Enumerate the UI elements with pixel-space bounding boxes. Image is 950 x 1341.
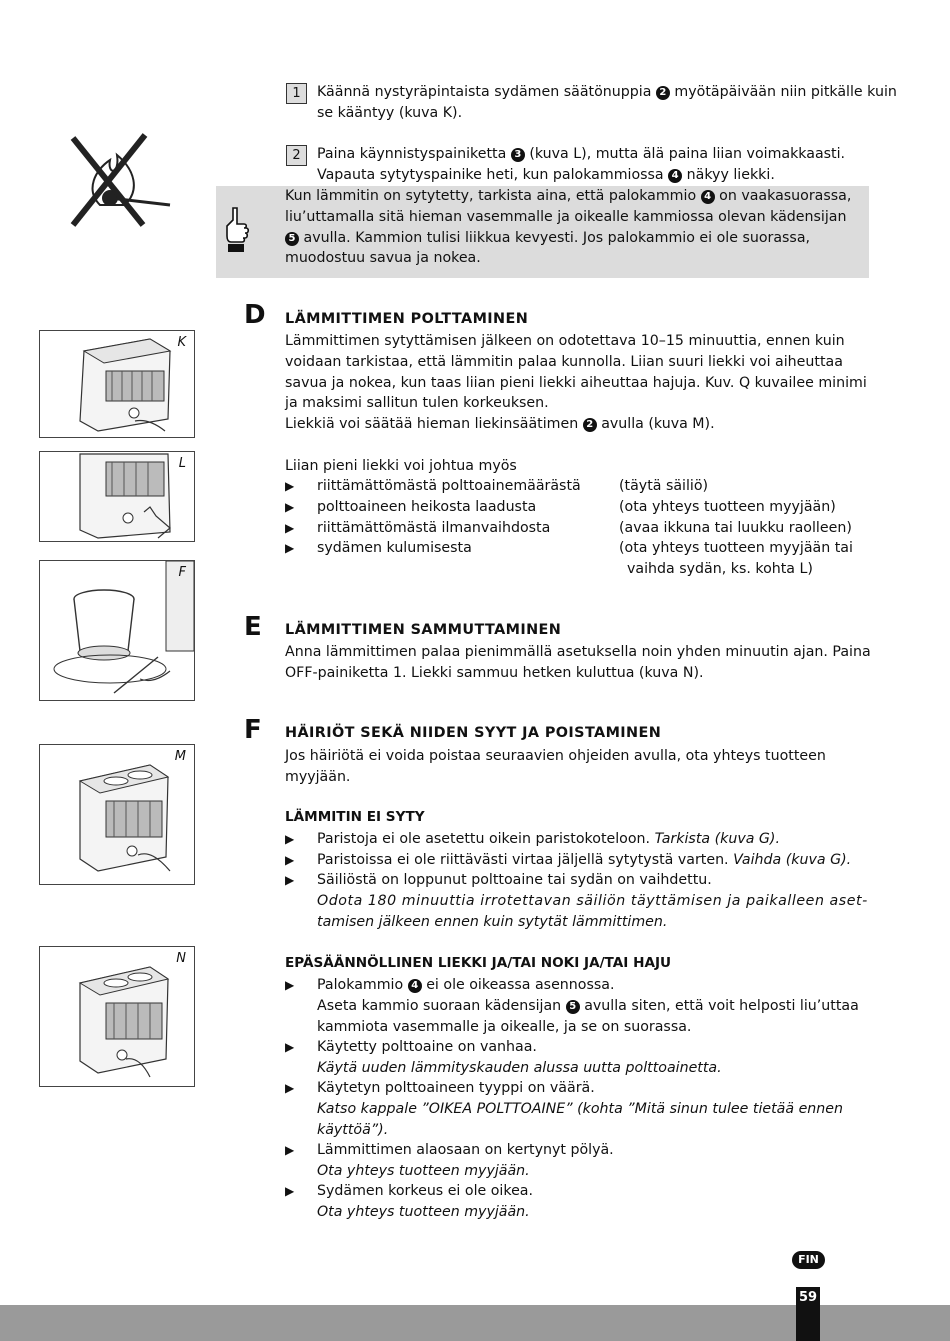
body-line: myyjään. — [285, 768, 351, 785]
section-title: LÄMMITTIMEN POLTTAMINEN — [285, 311, 529, 327]
problem-cause: Palokammio — [317, 977, 404, 993]
fix-text: (täytä säiliö) — [619, 478, 709, 494]
step-text-part: (kuva L), mutta älä paina liian voimakkaasti. — [529, 146, 846, 162]
section-letter: E — [244, 612, 262, 642]
step-text-part: Käännä nystyräpintaista sydämen säätönuppia — [317, 84, 652, 100]
figure-label: F — [178, 565, 186, 580]
problem-text — [317, 829, 780, 850]
fix-text: vaihda sydän, ks. kohta L) — [627, 561, 813, 577]
step-text — [317, 82, 897, 124]
section-letter: D — [244, 300, 266, 330]
figure-f — [39, 560, 195, 701]
step-text-part: näkyy liekki. — [686, 166, 775, 183]
body-line: Lämmittimen sytyttämisen jälkeen on odotettava 10–15 minuuttia, ennen kuin — [285, 333, 845, 349]
figure-n — [39, 946, 195, 1087]
body-line: voidaan tarkistaa, että lämmitin palaa kunnolla. Liian suuri liekki voi aiheuttaa — [285, 353, 843, 370]
cause-item — [285, 518, 865, 539]
note-line: on vaakasuorassa, — [719, 188, 852, 204]
problem-item — [285, 1140, 865, 1182]
body-line: Liian pieni liekki voi johtua myös — [285, 457, 517, 474]
note-line: Kun lämmitin on sytytetty, tarkista aina, että palokammio — [285, 188, 697, 204]
problem-item — [285, 1078, 865, 1141]
problem-cause: Lämmittimen alaosaan on kertynyt pölyä. — [317, 1142, 614, 1158]
figure-m — [39, 744, 195, 885]
problem-item — [285, 870, 868, 933]
part-number-icon: 4 — [701, 190, 715, 204]
problem-cause: Käytetyn polttoaineen tyyppi on väärä. — [317, 1080, 595, 1096]
note-text — [285, 186, 851, 269]
subsection-title: EPÄSÄÄNNÖLLINEN LIEKKI JA/TAI NOKI JA/TAI HAJU — [285, 955, 672, 971]
fix-text: (ota yhteys tuotteen myyjään) — [619, 499, 836, 515]
problem-item — [285, 975, 865, 1038]
problem-cause: Paristoja ei ole asetettu oikein paristokoteloon. — [317, 831, 651, 847]
page-number: 59 — [796, 1287, 820, 1341]
note-line: muodostuu savua ja nokea. — [285, 250, 481, 267]
problem-remedy: tamisen jälkeen ennen kuin sytytät lämmittimen. — [317, 914, 668, 930]
bullet-arrow-icon: ▶ — [285, 1184, 295, 1198]
bullet-arrow-icon: ▶ — [285, 479, 295, 493]
heater-illustration — [40, 745, 194, 884]
bullet-arrow-icon: ▶ — [285, 500, 295, 514]
no-open-flame-icon — [65, 130, 175, 230]
note-line: avulla. Kammion tulisi liikkua kevyesti. Jos palokammio ei ole suorassa, — [303, 229, 811, 246]
figure-l — [39, 451, 195, 542]
problem-remedy: Vaihda (kuva G). — [733, 852, 852, 868]
step-number: 2 — [286, 145, 307, 166]
problem-remedy: Katso kappale ”OIKEA POLTTOAINE” (kohta ”Mitä sinun tulee tietää ennen — [317, 1101, 844, 1117]
figure-label: M — [174, 749, 186, 764]
bullet-arrow-icon: ▶ — [285, 978, 295, 992]
cause-item — [285, 538, 865, 580]
heater-illustration — [40, 331, 194, 437]
section-body — [285, 331, 867, 477]
section-title: HÄIRIÖT SEKÄ NIIDEN SYYT JA POISTAMINEN — [285, 725, 662, 741]
part-number-icon: 5 — [566, 1000, 580, 1014]
bullet-arrow-icon: ▶ — [285, 1081, 295, 1095]
section-title: LÄMMITTIMEN SAMMUTTAMINEN — [285, 622, 562, 638]
remedy-text: avulla siten, että voit helposti liu’uttaa — [584, 998, 859, 1014]
fix-text: (ota yhteys tuotteen myyjään tai — [619, 540, 853, 556]
note-line: liu’uttamalla sitä hieman vasemmalle ja oikealle kammiossa olevan kädensijan — [285, 208, 847, 225]
bullet-arrow-icon: ▶ — [285, 541, 295, 555]
problem-item — [285, 1037, 865, 1079]
problem-item — [285, 850, 865, 871]
heater-illustration — [40, 947, 194, 1086]
step-text-part: se kääntyy (kuva K). — [317, 104, 463, 121]
body-line: Anna lämmittimen palaa pienimmällä asetuksella noin yhden minuutin ajan. Paina — [285, 644, 871, 660]
wick-illustration — [40, 561, 194, 700]
cause-item — [285, 476, 865, 497]
cause-text: polttoaineen heikosta laadusta — [317, 499, 537, 515]
problem-text — [317, 975, 614, 996]
part-number-icon: 4 — [668, 169, 682, 183]
problem-remedy: käyttöä”). — [317, 1122, 389, 1138]
cause-text: sydämen kulumisesta — [317, 540, 472, 556]
part-number-icon: 2 — [583, 418, 597, 432]
problem-remedy: Ota yhteys tuotteen myyjään. — [317, 1204, 530, 1220]
problem-cause: Sydämen korkeus ei ole oikea. — [317, 1183, 534, 1199]
pointing-hand-icon — [224, 206, 250, 254]
part-number-icon: 2 — [656, 86, 670, 100]
cause-item — [285, 497, 865, 518]
problem-cause: Paristoissa ei ole riittävästi virtaa jäljellä sytytystä varten. — [317, 852, 729, 868]
fix-text: (avaa ikkuna tai luukku raolleen) — [619, 520, 852, 536]
figure-label: L — [178, 456, 186, 471]
step-text — [317, 144, 845, 186]
part-number-icon: 3 — [511, 148, 525, 162]
step-text-part: Paina käynnistyspainiketta — [317, 146, 507, 162]
problem-cause: ei ole oikeassa asennossa. — [426, 977, 615, 993]
step-text-part: Vapauta sytytyspainike heti, kun palokammiossa — [317, 166, 664, 183]
bullet-arrow-icon: ▶ — [285, 1040, 295, 1054]
bullet-arrow-icon: ▶ — [285, 1143, 295, 1157]
bullet-arrow-icon: ▶ — [285, 521, 295, 535]
problem-remedy: Käytä uuden lämmityskauden alussa uutta polttoainetta. — [317, 1060, 722, 1076]
subsection-title: LÄMMITIN EI SYTY — [285, 809, 425, 825]
problem-item — [285, 1181, 865, 1223]
step-text-part: myötäpäivään niin pitkälle kuin — [674, 84, 897, 100]
section-body — [285, 642, 871, 684]
problem-text — [317, 850, 851, 871]
part-number-icon: 4 — [408, 979, 422, 993]
language-badge: FIN — [792, 1251, 825, 1269]
problem-remedy: kammiota vasemmalle ja oikealle, ja se on suorassa. — [317, 1019, 692, 1035]
problem-cause: Säiliöstä on loppunut polttoaine tai sydän on vaihdettu. — [317, 872, 712, 888]
figure-label: K — [177, 335, 186, 350]
body-line: Jos häiriötä ei voida poistaa seuraavien ohjeiden avulla, ota yhteys tuotteen — [285, 748, 826, 764]
problem-item — [285, 829, 865, 850]
remedy-text: Aseta kammio suoraan kädensijan — [317, 998, 562, 1014]
body-line: avulla (kuva M). — [601, 416, 715, 433]
figure-k — [39, 330, 195, 438]
section-letter: F — [244, 715, 262, 745]
heater-illustration — [40, 452, 194, 541]
problem-remedy — [317, 996, 859, 1017]
problem-cause: Käytetty polttoaine on vanhaa. — [317, 1039, 537, 1055]
bullet-arrow-icon: ▶ — [285, 853, 295, 867]
section-body — [285, 746, 826, 788]
part-number-icon: 5 — [285, 232, 299, 246]
body-line: savua ja nokea, kun taas liian pieni liekki aiheuttaa hajuja. Kuv. Q kuvailee minimi — [285, 374, 867, 391]
problem-remedy: Tarkista (kuva G). — [654, 831, 780, 847]
problem-remedy: Odota 180 minuuttia irrotettavan säiliön täyttämisen ja paikalleen aset- — [317, 893, 868, 909]
cause-text: riittämättömästä polttoainemäärästä — [317, 478, 581, 494]
bullet-arrow-icon: ▶ — [285, 832, 295, 846]
body-line: ja maksimi sallitun tulen korkeuksen. — [285, 395, 549, 412]
bullet-arrow-icon: ▶ — [285, 873, 295, 887]
body-line: Liekkiä voi säätää hieman liekinsäätimen — [285, 416, 579, 433]
cause-text: riittämättömästä ilmanvaihdosta — [317, 520, 551, 536]
body-line: OFF-painiketta 1. Liekki sammuu hetken kuluttua (kuva N). — [285, 664, 704, 681]
problem-remedy: Ota yhteys tuotteen myyjään. — [317, 1163, 530, 1179]
step-number: 1 — [286, 83, 307, 104]
figure-label: N — [176, 951, 186, 966]
